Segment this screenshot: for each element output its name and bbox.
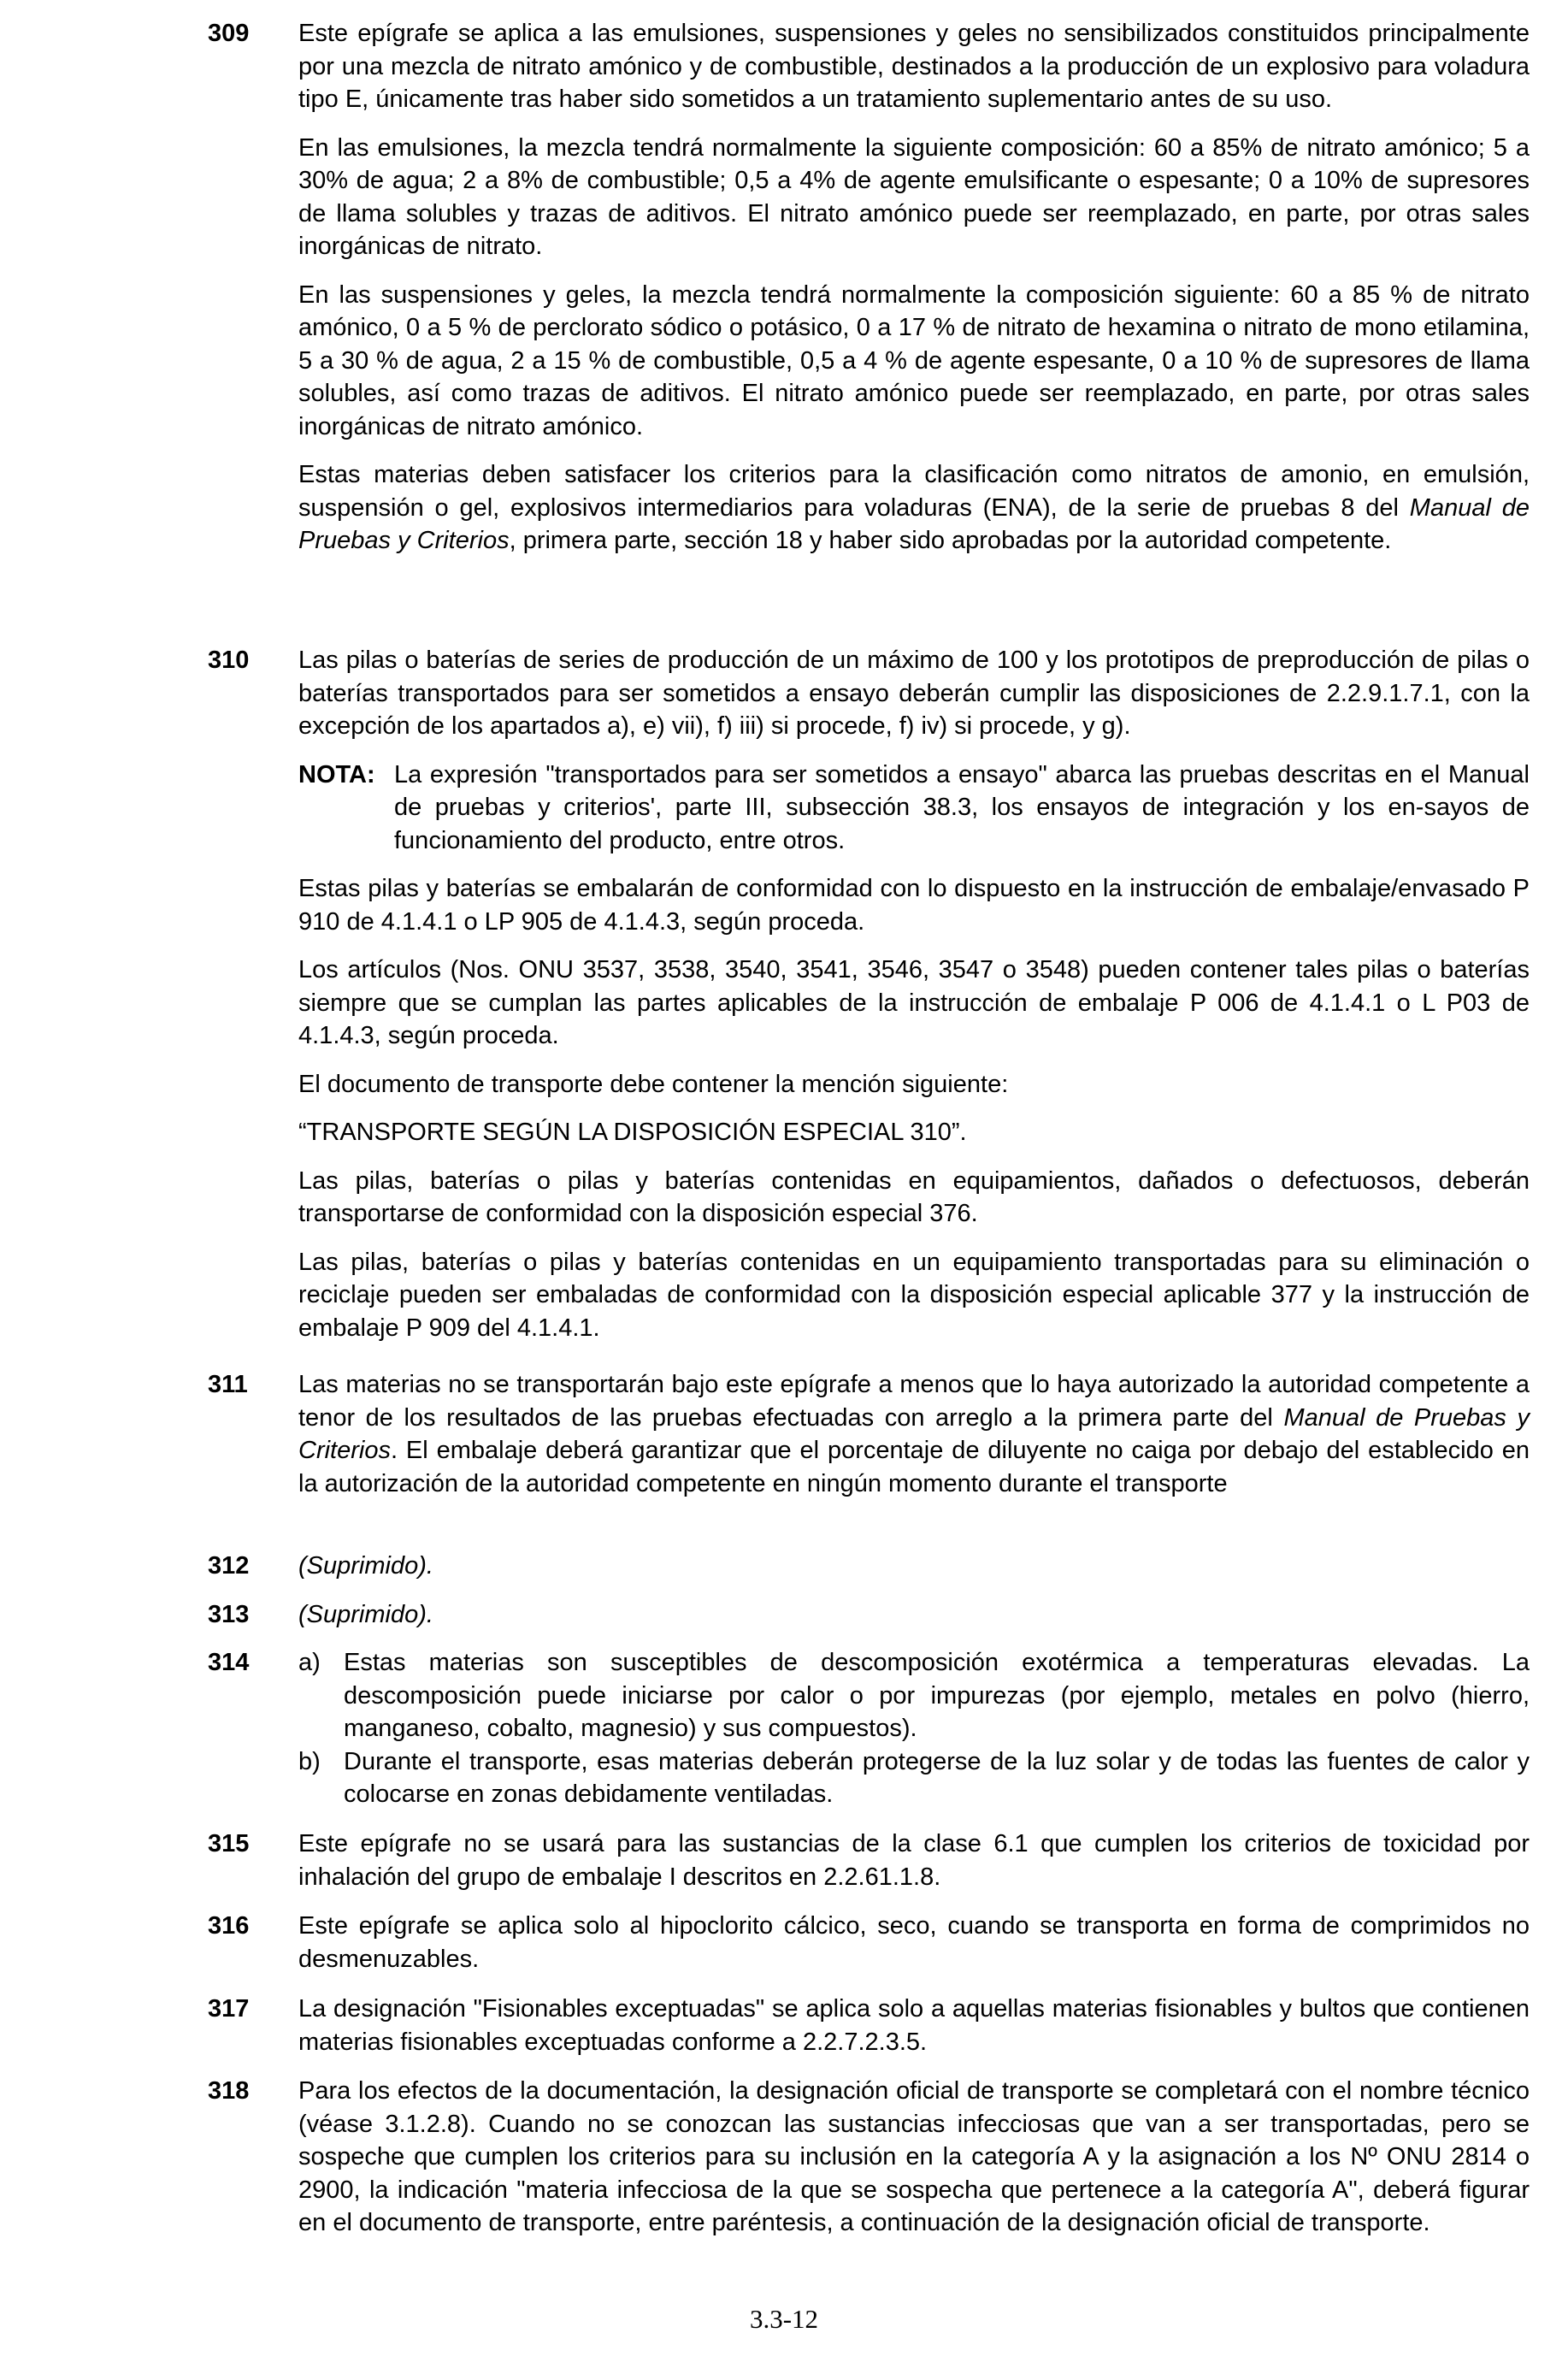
sub-item-b: [298, 1745, 1530, 1811]
provision-number: 313: [208, 1601, 250, 1628]
provision-body: [298, 644, 1530, 1344]
sub-text: Durante el transporte, esas materias deberán protegerse de la luz solar y de todas las fuentes de calor y colocarse en zonas debidamente ventiladas.: [344, 1747, 1530, 1808]
text-span: Las materias no se transportarán bajo este epígrafe a menos que lo haya autorizado la autoridad competente a tenor de los resultados de las pruebas efectuadas con arreglo a la primera parte del: [298, 1371, 1530, 1432]
sub-label: a): [298, 1649, 321, 1676]
paragraph: Estas pilas y baterías se embalarán de conformidad con lo dispuesto en la instrucción de embalaje/envasado P 910 de 4.1.4.1 o LP 905 de 4.1.4.3, según proceda.: [298, 875, 1530, 936]
provision-number: 310: [208, 647, 250, 674]
sub-item-a: [298, 1646, 1530, 1745]
note-text: La expresión "transportados para ser sometidos a ensayo" abarca las pruebas descritas en el Manual de pruebas y criterios', parte III, subsección 38.3, los ensayos de integración y los en-sayos de funcionamiento del producto, entre otros.: [394, 760, 1530, 854]
paragraph: Las pilas, baterías o pilas y baterías contenidas en equipamientos, dañados o defectuosos, deberán transportarse de conformidad con la disposición especial 376.: [298, 1166, 1530, 1227]
paragraph: (Suprimido).: [298, 1601, 433, 1628]
manual-title: Manual de Pruebas y Criterios: [298, 1403, 1530, 1464]
paragraph: En las emulsiones, la mezcla tendrá normalmente la siguiente composición: 60 a 85% de nitrato amónico; 5 a 30% de agua; 2 a 8% de combustible; 0,5 a 4% de agente emulsificante o espesante; 0 a 10% de supresores de llama solubles y trazas de aditivos. El nitrato amónico puede ser reemplazado, en parte, por otras sales inorgánicas de nitrato.: [298, 133, 1530, 260]
provision-body: [298, 17, 1530, 558]
paragraph: [298, 458, 1530, 558]
text-span: Estas materias deben satisfacer los criterios para la clasificación como nitratos de amonio, en emulsión, suspensión o gel, explosivos intermediarios para voladuras (ENA), de la serie de pruebas 8 del: [298, 461, 1530, 522]
provision-body: [298, 1910, 1530, 1975]
paragraph: Para los efectos de la documentación, la designación oficial de transporte se completará con el nombre técnico (véase 3.1.2.8). Cuando no se conozcan las sustancias infecciosas que van a ser transportadas, pero se sospeche que cumplen los criterios para su inclusión en la categoría A y la asignación a los Nº ONU 2814 o 2900, la indicación "materia infecciosa de la que se sospecha que pertenece a la categoría A", deberá figurar en el documento de transporte, entre paréntesis, a continuación de la designación oficial de transporte.: [298, 2077, 1530, 2236]
provision-body: [298, 1646, 1530, 1811]
paragraph: “TRANSPORTE SEGÚN LA DISPOSICIÓN ESPECIAL 310”.: [298, 1119, 967, 1146]
provision-number: 312: [208, 1552, 250, 1580]
paragraph: Este epígrafe no se usará para las sustancias de la clase 6.1 que cumplen los criterios de toxicidad por inhalación del grupo de embalaje I descritos en 2.2.61.1.8.: [298, 1830, 1530, 1891]
provision-number: 316: [208, 1912, 250, 1940]
page-number: 3.3-12: [749, 2304, 819, 2334]
provision-body: [298, 1828, 1530, 1893]
provision-number: 317: [208, 1995, 250, 2023]
paragraph: El documento de transporte debe contener la mención siguiente:: [298, 1070, 1009, 1098]
sub-text: Estas materias son susceptibles de descomposición exotérmica a temperaturas elevadas. La descomposición puede iniciarse por calor o por impurezas (por ejemplo, metales en polvo (hierro, manganeso, cobalto, magnesio) y sus compuestos).: [344, 1649, 1530, 1742]
paragraph: Las pilas, baterías o pilas y baterías contenidas en un equipamiento transportadas para su eliminación o reciclaje pueden ser embaladas de conformidad con la disposición especial aplicable 377 y la instrucción de embalaje P 909 del 4.1.4.1.: [298, 1248, 1530, 1342]
paragraph: La designación "Fisionables exceptuadas" se aplica solo a aquellas materias fisionables y bultos que contienen materias fisionables exceptuadas conforme a 2.2.7.2.3.5.: [298, 1995, 1530, 2056]
provision-body: [298, 1993, 1530, 2058]
provision-body: [298, 1598, 1530, 1632]
paragraph: Las pilas o baterías de series de producción de un máximo de 100 y los prototipos de preproducción de pilas o baterías transportados para ser sometidos a ensayo deberán cumplir las disposiciones de 2.2.9.1.7.1, con la excepción de los apartados a), e) vii), f) iii) si procede, f) iv) si procede, y g).: [298, 647, 1530, 740]
note-label: NOTA:: [298, 760, 375, 788]
paragraph: Este epígrafe se aplica solo al hipoclorito cálcico, seco, cuando se transporta en forma de comprimidos no desmenuzables.: [298, 1912, 1530, 1973]
paragraph: (Suprimido).: [298, 1552, 433, 1580]
note: [298, 759, 1530, 858]
provision-number: 309: [208, 20, 250, 47]
paragraph: Los artículos (Nos. ONU 3537, 3538, 3540, 3541, 3546, 3547 o 3548) pueden contener tales pilas o baterías siempre que se cumplan las partes aplicables de la instrucción de embalaje P 006 de 4.1.4.1 o L P03 de 4.1.4.3, según proceda.: [298, 956, 1530, 1049]
paragraph: En las suspensiones y geles, la mezcla tendrá normalmente la composición siguiente: 60 a 85 % de nitrato amónico, 0 a 5 % de perclorato sódico o potásico, 0 a 17 % de nitrato de hexamina o nitrato de mono etilamina, 5 a 30 % de agua, 2 a 15 % de combustible, 0,5 a 4 % de agente espesante, 0 a 10 % de supresores de llama solubles, así como trazas de aditivos. El nitrato amónico puede ser reemplazado, en parte, por otras sales inorgánicas de nitrato amónico.: [298, 281, 1530, 440]
provision-body: [298, 1550, 1530, 1583]
provision-number: 311: [208, 1371, 248, 1398]
provision-number: 315: [208, 1830, 250, 1857]
paragraph: Este epígrafe se aplica a las emulsiones, suspensiones y geles no sensibilizados constituidos principalmente por una mezcla de nitrato amónico y de combustible, destinados a la producción de un explosivo para voladura tipo E, únicamente tras haber sido sometidos a un tratamiento suplementario antes de su uso.: [298, 20, 1530, 113]
provision-body: [298, 2075, 1530, 2240]
provision-number: 318: [208, 2077, 250, 2105]
sub-label: b): [298, 1747, 321, 1775]
provision-number: 314: [208, 1649, 250, 1676]
manual-title: Manual de Pruebas y Criterios: [298, 493, 1530, 554]
text-span: . El embalaje deberá garantizar que el porcentaje de diluyente no caiga por debajo del establecido en la autorización de la autoridad competente en ningún momento durante el transporte: [298, 1437, 1530, 1497]
paragraph: [298, 1368, 1530, 1500]
provision-body: [298, 1368, 1530, 1500]
text-span: , primera parte, sección 18 y haber sido aprobadas por la autoridad competente.: [509, 527, 1392, 554]
